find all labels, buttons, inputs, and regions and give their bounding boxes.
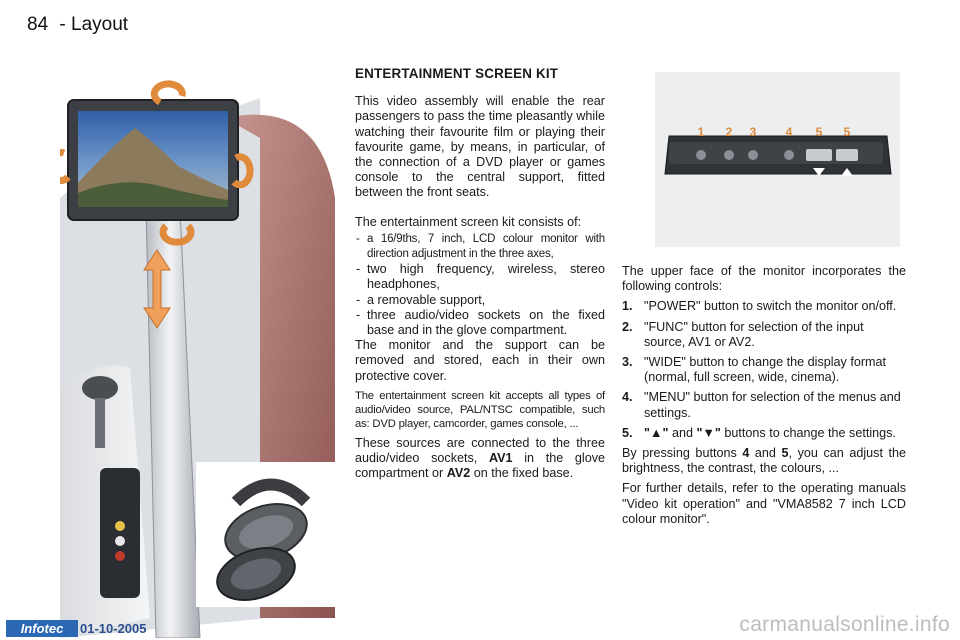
down-triangle-icon: ▼ (702, 425, 715, 440)
control-panel-illustration (655, 72, 900, 247)
footer-date: 01-10-2005 (80, 621, 147, 636)
intro-paragraph: This video assembly will enable the rear passengers to pass the time pleasantly while watching their favourite film or playing their favourite game, by means, in particular, of the connection of a DVD player or games console to the central support, fitted between the front seats. (355, 94, 605, 200)
headphones-illustration (196, 462, 346, 607)
av1-label: AV1 (488, 451, 513, 466)
accepts-paragraph: The entertainment screen kit accepts all types of audio/video source, PAL/NTSC compatible, such as: DVD player, camcorder, games console, ... (355, 389, 605, 430)
panel-label-5b: 5 (843, 125, 851, 139)
watermark: carmanualsonline.info (739, 613, 950, 636)
page-header: 84 - Layout (27, 14, 129, 35)
sources-paragraph: These sources are connected to the three audio/video sockets, AV1 in the glove compartment or AV2 on the fixed base. (355, 435, 606, 481)
control-item: 1. "POWER" button to switch the monitor on/off. (622, 299, 897, 314)
section-title: Layout (71, 14, 129, 35)
up-triangle-icon: ▲ (649, 425, 663, 440)
article-heading: ENTERTAINMENT SCREEN KIT (355, 66, 559, 81)
kit-item: - a 16/9ths, 7 inch, LCD colour monitor with direction adjustment in the three axes, (355, 232, 605, 262)
controls-lead: The upper face of the monitor incorporates the following controls: (622, 264, 906, 294)
storage-paragraph: The monitor and the support can be removed and stored, each in their own protective cover. (355, 338, 605, 383)
panel-label-1: 1 (697, 125, 705, 139)
article-column (355, 66, 605, 481)
av2-label: AV2 (446, 466, 471, 481)
panel-label-3: 3 (749, 125, 757, 139)
kit-list (355, 232, 605, 338)
panel-label-4: 4 (785, 125, 793, 139)
kit-item: - two high frequency, wireless, stereo headphones, (355, 262, 605, 292)
control-item: 5. "▲" and "▼" buttons to change the settings. (622, 425, 896, 440)
pressing-paragraph: By pressing buttons 4 and 5, you can adjust the brightness, the contrast, the colours, ... (622, 446, 907, 476)
control-item: 4. "MENU" button for selection of the menus and settings. (622, 390, 901, 420)
controls-column (622, 264, 906, 527)
panel-label-2: 2 (725, 125, 733, 139)
kit-item: - a removable support, (355, 293, 605, 308)
control-item: 2. "FUNC" button for selection of the input source, AV1 or AV2. (622, 319, 864, 349)
infotec-logo: Infotec (6, 620, 78, 637)
kit-item: - three audio/video sockets on the fixed base and in the glove compartment. (355, 308, 605, 338)
further-paragraph: For further details, refer to the operating manuals "Video kit operation" and "VMA8582 7 inch LCD colour monitor". (622, 481, 906, 526)
kit-lead: The entertainment screen kit consists of: (355, 214, 582, 229)
control-item: 3. "WIDE" button to change the display format (normal, full screen, wide, cinema). (622, 355, 887, 385)
page-number: 84 (27, 14, 49, 35)
panel-label-5a: 5 (815, 125, 823, 139)
